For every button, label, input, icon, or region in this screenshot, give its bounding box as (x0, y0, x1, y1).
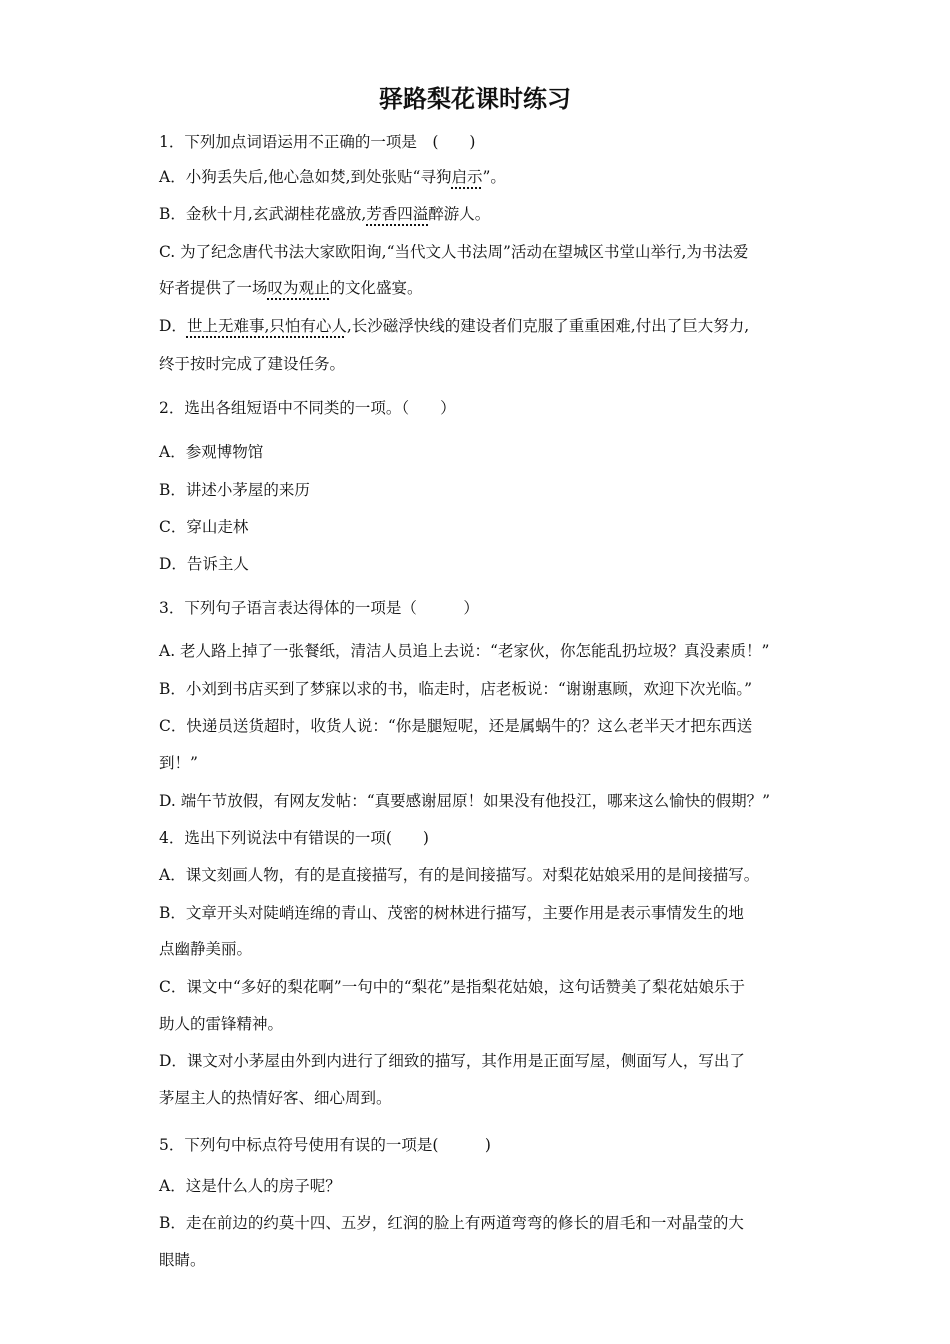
question-1-option-c-line2 (159, 276, 799, 300)
question-4-option-c-line1: C．课文中“多好的梨花啊”一句中的“梨花”是指梨花姑娘，这句话赞美了梨花姑娘乐于 (159, 978, 746, 996)
question-4-stem: 4．选出下列说法中有错误的一项( ) (159, 829, 429, 847)
question-5-stem: 5．下列句中标点符号使用有误的一项是( ) (159, 1136, 491, 1154)
option-text: ,长沙磁浮快线的建设者们克服了重重困难,付出了巨大努力, (346, 317, 750, 335)
question-3-option-c-line1: C．快递员送货超时，收货人说：“你是腿短呢，还是属蜗牛的？这么老半天才把东西送 (159, 717, 753, 735)
question-1-option-d-line1 (159, 314, 799, 338)
question-4-option-b-line2: 点幽静美丽。 (159, 940, 253, 958)
question-5-option-a: A．这是什么人的房子呢？ (159, 1177, 341, 1195)
question-4-option-b-line1: B．文章开头对陡峭连绵的青山、茂密的树林进行描写，主要作用是表示事情发生的地 (159, 904, 744, 922)
question-3-option-b: B．小刘到书店买到了梦寐以求的书，临走时，店老板说：“谢谢惠顾，欢迎下次光临。” (159, 680, 752, 698)
option-text: A．小狗丢失后,他心急如焚,到处张贴“寻狗 (159, 168, 452, 186)
question-2-option-d: D．告诉主人 (159, 555, 249, 573)
question-1-stem: 1．下列加点词语运用不正确的一项是 ( ) (159, 133, 476, 151)
question-1-option-c-line1: C. 为了纪念唐代书法大家欧阳询,“当代文人书法周”活动在望城区书堂山举行,为书法爱 (159, 243, 749, 261)
question-4-option-c-line2: 助人的雷锋精神。 (159, 1015, 284, 1033)
question-2-option-b: B．讲述小茅屋的来历 (159, 481, 310, 499)
question-2-stem: 2．选出各组短语中不同类的一项。（ ） (159, 399, 456, 417)
question-4-option-d-line1: D．课文对小茅屋由外到内进行了细致的描写，其作用是正面写屋，侧面写人，写出了 (159, 1052, 745, 1070)
question-1-option-b (159, 202, 799, 226)
option-text: D． (159, 317, 187, 335)
option-text: 好者提供了一场 (159, 279, 268, 297)
question-4-option-a: A．课文刻画人物，有的是直接描写，有的是间接描写。对梨花姑娘采用的是间接描写。 (159, 866, 760, 884)
emphasized-term: 世上无难事,只怕有心人 (186, 317, 347, 335)
question-1-option-d-line2: 终于按时完成了建设任务。 (159, 355, 346, 373)
question-3-option-c-line2: 到！” (159, 754, 198, 772)
emphasized-term: 启示 (451, 168, 483, 186)
emphasized-term: 芳香四溢 (366, 205, 429, 223)
question-3-stem: 3．下列句子语言表达得体的一项是（ ） (159, 599, 479, 617)
option-text: ”。 (482, 168, 506, 186)
question-5-option-b-line1: B．走在前边的约莫十四、五岁，红润的脸上有两道弯弯的修长的眉毛和一对晶莹的大 (159, 1214, 744, 1232)
question-5-option-b-line2: 眼睛。 (159, 1251, 206, 1269)
option-text: 醉游人。 (428, 205, 491, 223)
emphasized-term: 叹为观止 (267, 279, 330, 297)
question-2-option-a: A．参观博物馆 (159, 443, 264, 461)
question-4-option-d-line2: 茅屋主人的热情好客、细心周到。 (159, 1089, 392, 1107)
question-1-option-a (159, 165, 799, 189)
question-3-option-d: D. 端午节放假，有网友发帖：“真要感谢屈原！如果没有他投江，哪来这么愉快的假期？” (159, 792, 771, 810)
question-3-option-a: A. 老人路上掉了一张餐纸，清洁人员追上去说：“老家伙，你怎能乱扔垃圾？真没素质！” (159, 642, 770, 660)
option-text: 的文化盛宴。 (329, 279, 423, 297)
question-2-option-c: C．穿山走林 (159, 518, 249, 536)
option-text: B．金秋十月,玄武湖桂花盛放, (159, 205, 367, 223)
page-title: 驿路梨花课时练习 (379, 85, 571, 113)
